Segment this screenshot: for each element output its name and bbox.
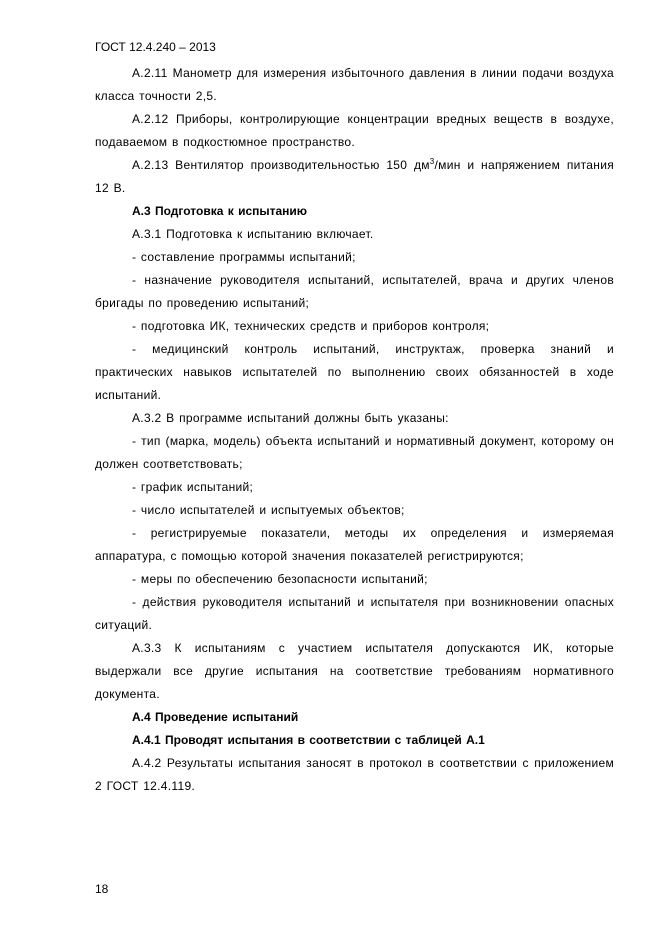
paragraph-a-3-1: А.3.1 Подготовка к испытанию включает. [132, 227, 374, 241]
list-item: - медицинский контроль испытаний, инструктаж, проверка знаний и практических навыков испытателей по выполнению своих обязанностей в ходе испытаний. [95, 342, 614, 402]
paragraph-a-4-1: А.4.1 Проводят испытания в соответствии с таблицей А.1 [132, 733, 485, 747]
paragraph-a-2-13-text-end: /мин и напряжением питания 12 В. [95, 158, 614, 195]
list-item: - число испытателей и испытуемых объектов; [132, 503, 405, 517]
paragraph-a-2-13-text-start: А.2.13 Вентилятор производительностью 150 дм [132, 158, 430, 172]
paragraph-a-2-11: А.2.11 Манометр для измерения избыточного давления в линии подачи воздуха класса точности 2,5. [95, 66, 614, 103]
list-item: - тип (марка, модель) объекта испытаний и нормативный документ, которому он должен соответствовать; [95, 434, 614, 471]
list-item: - действия руководителя испытаний и испытателя при возникновении опасных ситуаций. [95, 595, 614, 632]
standard-code-header: ГОСТ 12.4.240 – 2013 [95, 40, 216, 54]
section-heading-a-4: А.4 Проведение испытаний [132, 710, 299, 724]
paragraph-a-2-12: А.2.12 Приборы, контролирующие концентрации вредных веществ в воздухе, подаваемом в подкостюмное пространство. [95, 112, 614, 149]
list-item: - регистрируемые показатели, методы их определения и измеряемая аппаратура, с помощью которой значения показателей регистрируются; [95, 526, 614, 563]
list-item: - подготовка ИК, технических средств и приборов контроля; [132, 319, 490, 333]
list-item: - назначение руководителя испытаний, испытателей, врача и других членов бригады по проведению испытаний; [95, 273, 614, 310]
section-heading-a-3: А.3 Подготовка к испытанию [132, 204, 308, 218]
document-body [95, 62, 614, 798]
paragraph-a-3-2: А.3.2 В программе испытаний должны быть указаны: [132, 411, 449, 425]
list-item: - меры по обеспечению безопасности испытаний; [132, 572, 428, 586]
paragraph-a-3-3: А.3.3 К испытаниям с участием испытателя допускаются ИК, которые выдержали все другие испытания на соответствие требованиям нормативного документа. [95, 641, 614, 701]
list-item: - составление программы испытаний; [132, 250, 356, 264]
page-number: 18 [95, 882, 109, 896]
paragraph-a-4-2: А.4.2 Результаты испытания заносят в протокол в соответствии с приложением 2 ГОСТ 12.4.119. [95, 756, 614, 793]
list-item: - график испытаний; [132, 480, 254, 494]
cubic-superscript: 3 [429, 157, 435, 166]
paragraph-a-2-13 [95, 154, 614, 200]
